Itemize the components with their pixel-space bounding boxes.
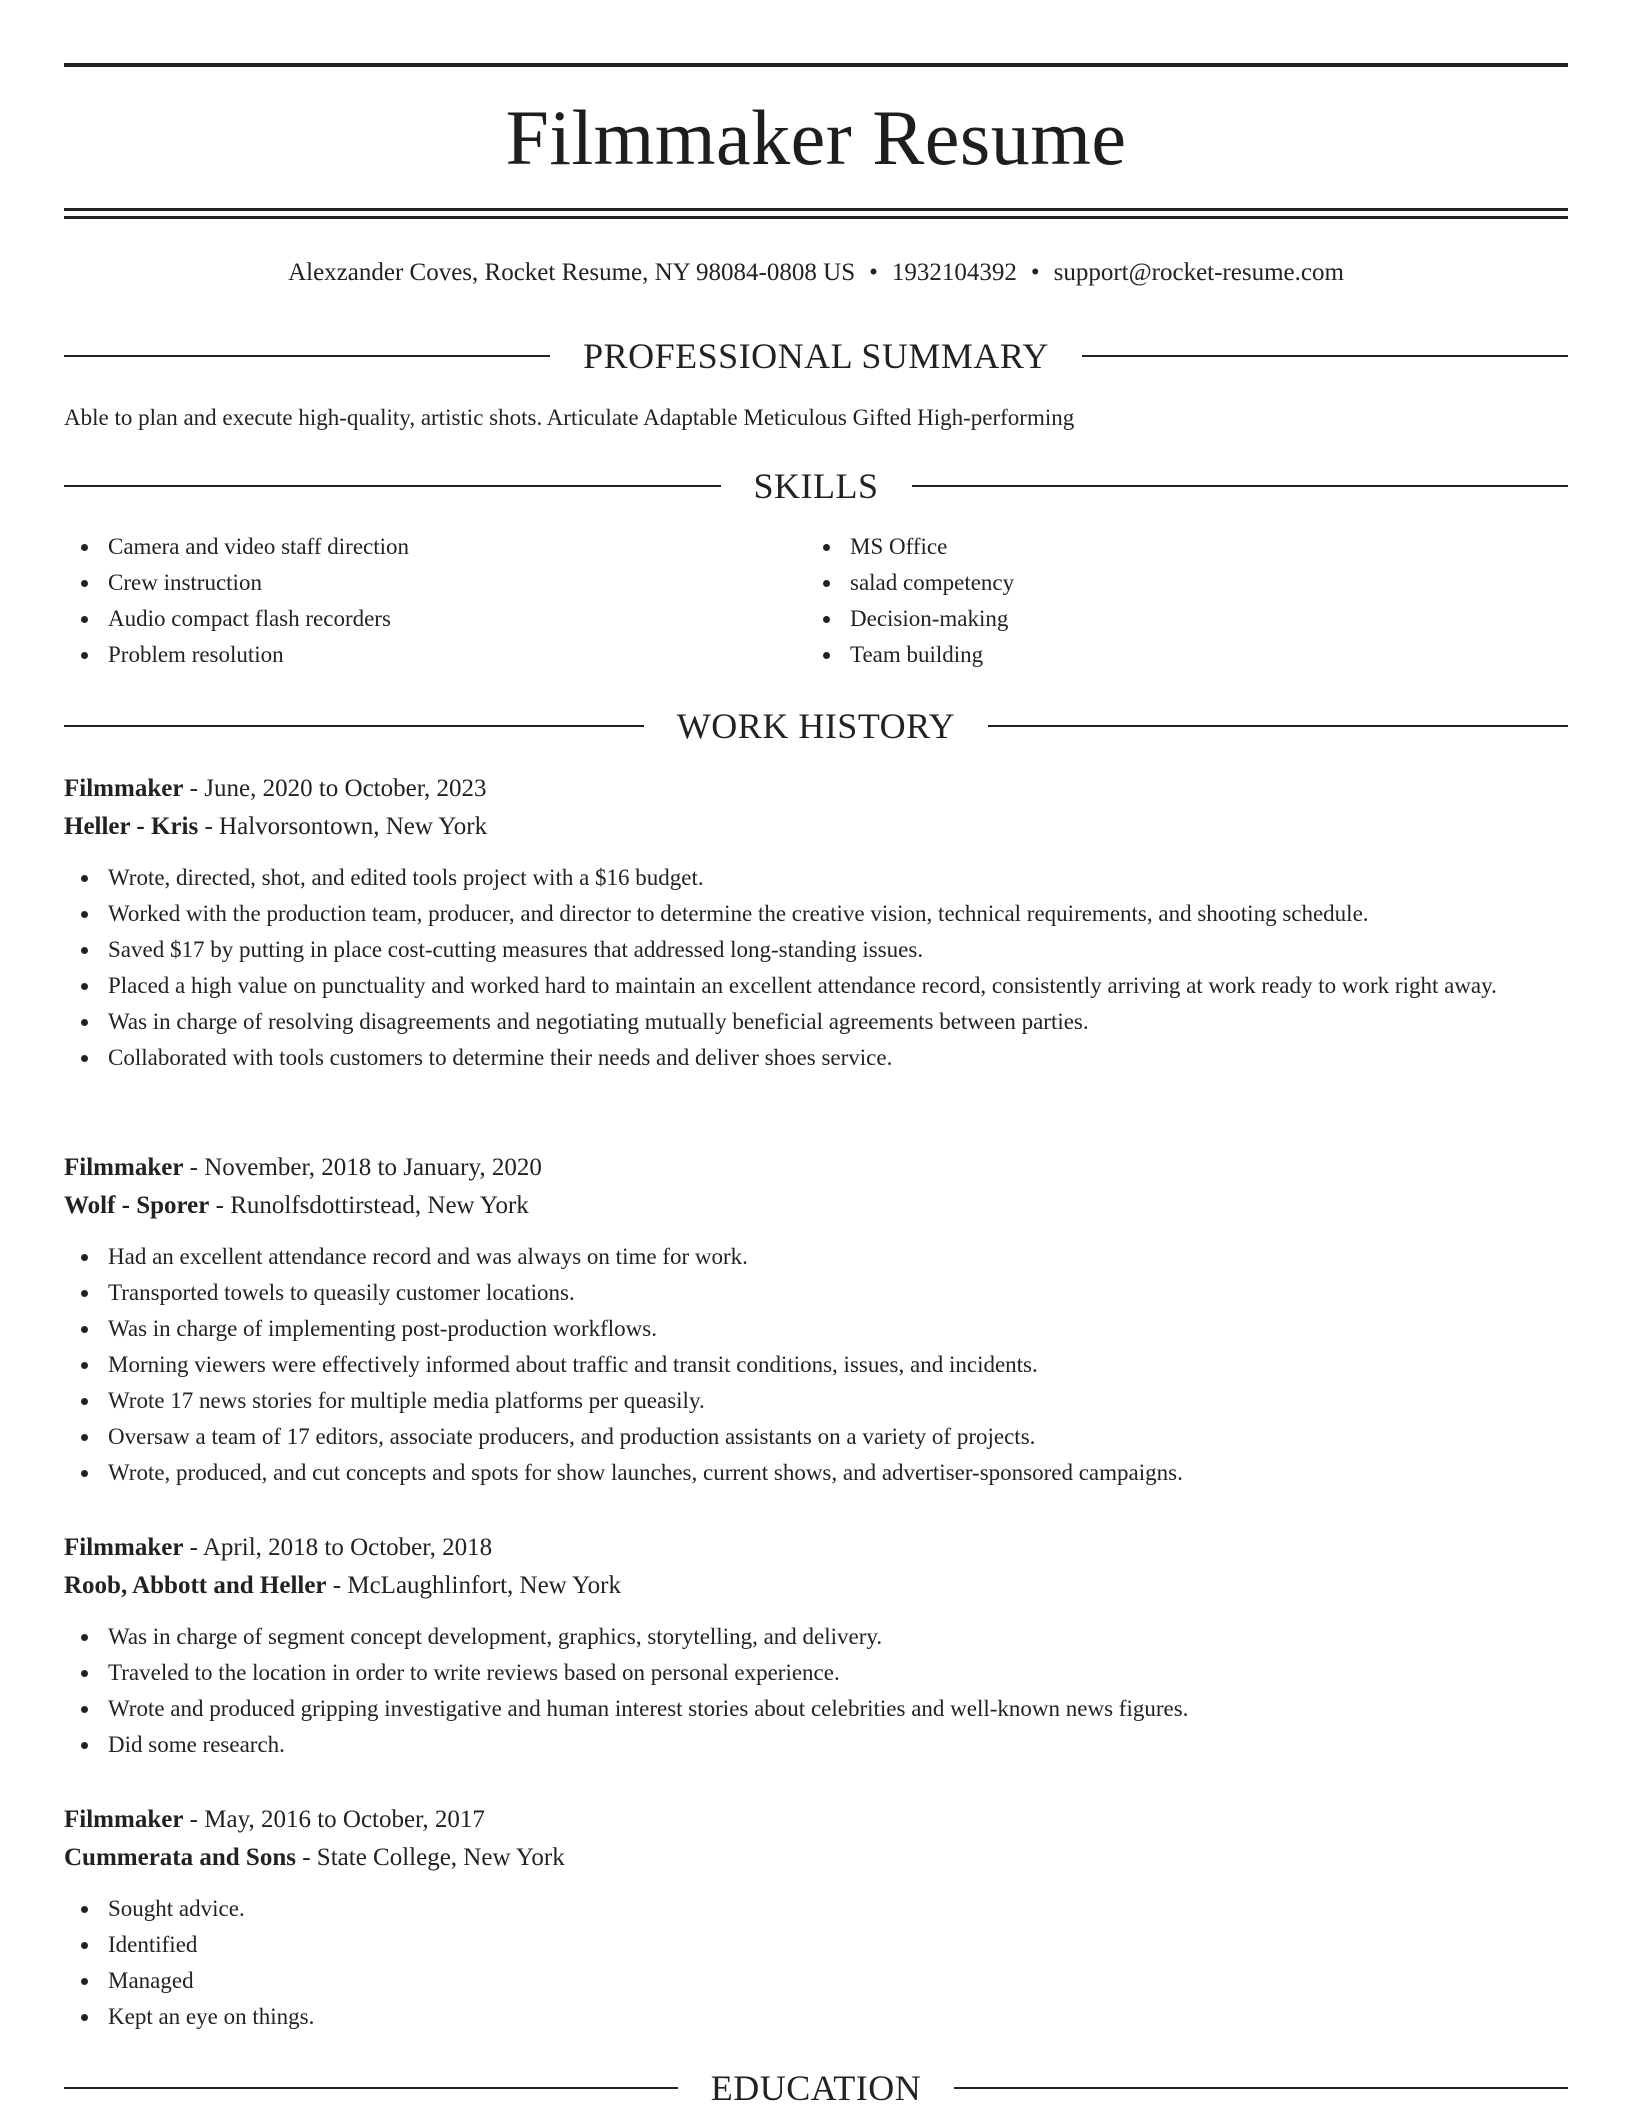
job-entry <box>64 770 1568 1076</box>
job-entry <box>64 1801 1568 2035</box>
skills-list-right <box>806 529 1546 673</box>
job-bullet: Wrote, directed, shot, and edited tools project with a $16 budget. <box>64 860 1568 896</box>
section-header-work-history <box>64 704 1568 748</box>
job-bullet: Worked with the production team, producer, and director to determine the creative vision, technical requirements, and shooting schedule. <box>64 896 1568 932</box>
section-rule-right <box>912 485 1569 487</box>
job-bullet: Morning viewers were effectively informed about traffic and transit conditions, issues, and incidents. <box>64 1347 1568 1383</box>
job-bullet: Managed <box>64 1963 1568 1999</box>
job-bullet: Was in charge of implementing post-production workflows. <box>64 1311 1568 1347</box>
section-title: PROFESSIONAL SUMMARY <box>583 336 1049 376</box>
skills-list-left <box>64 529 804 673</box>
section-rule-left <box>64 355 550 357</box>
job-entry <box>64 1529 1568 1763</box>
skill-item: Problem resolution <box>64 637 804 673</box>
section-title: WORK HISTORY <box>676 706 956 746</box>
contact-email: support@rocket-resume.com <box>1053 259 1344 286</box>
contact-address: Alexzander Coves, Rocket Resume, NY 98084-0808 US <box>288 259 856 286</box>
job-title: Filmmaker <box>64 1534 184 1561</box>
section-rule-right <box>1082 355 1568 357</box>
job-bullets <box>64 1619 1568 1763</box>
job-bullets <box>64 1891 1568 2035</box>
title-rule-lower <box>64 216 1568 219</box>
section-rule-left <box>64 2087 678 2089</box>
section-header-education <box>64 2066 1568 2110</box>
skill-item: Camera and video staff direction <box>64 529 804 565</box>
job-dates: - May, 2016 to October, 2017 <box>183 1806 485 1833</box>
job-bullet: Transported towels to queasily customer locations. <box>64 1275 1568 1311</box>
title-rule-upper <box>64 208 1568 211</box>
skill-item: salad competency <box>806 565 1546 601</box>
skill-item: Team building <box>806 637 1546 673</box>
job-company: Roob, Abbott and Heller <box>64 1572 327 1599</box>
section-header-skills <box>64 464 1568 508</box>
job-company-line <box>64 1187 1568 1225</box>
job-title-line <box>64 770 1568 808</box>
job-bullet: Wrote 17 news stories for multiple media platforms per queasily. <box>64 1383 1568 1419</box>
section-title: EDUCATION <box>710 2068 922 2108</box>
skill-item: Crew instruction <box>64 565 804 601</box>
contact-phone: 1932104392 <box>891 259 1017 286</box>
job-title-line <box>64 1801 1568 1839</box>
job-bullet: Identified <box>64 1927 1568 1963</box>
contact-separator: • <box>1030 259 1040 286</box>
job-bullet: Kept an eye on things. <box>64 1999 1568 2035</box>
job-bullet: Collaborated with tools customers to determine their needs and deliver shoes service. <box>64 1040 1568 1076</box>
job-bullet: Oversaw a team of 17 editors, associate producers, and production assistants on a variety of projects. <box>64 1419 1568 1455</box>
job-bullets <box>64 860 1568 1076</box>
section-header-summary <box>64 334 1568 378</box>
job-bullet: Wrote, produced, and cut concepts and spots for show launches, current shows, and advertiser-sponsored campaigns. <box>64 1455 1568 1491</box>
top-rule <box>64 63 1568 67</box>
job-bullet: Sought advice. <box>64 1891 1568 1927</box>
contact-separator: • <box>869 259 878 286</box>
section-title: SKILLS <box>753 466 879 506</box>
job-location: - Halvorsontown, New York <box>198 813 488 840</box>
job-company-line <box>64 1567 1568 1605</box>
resume-title: Filmmaker Resume <box>505 94 1127 181</box>
job-title-line <box>64 1149 1568 1187</box>
job-title-line <box>64 1529 1568 1567</box>
job-bullets <box>64 1239 1568 1491</box>
job-title: Filmmaker <box>64 1154 184 1181</box>
skill-item: MS Office <box>806 529 1546 565</box>
job-bullet: Wrote and produced gripping investigative and human interest stories about celebrities and well-known news figures. <box>64 1691 1568 1727</box>
section-rule-right <box>954 2087 1568 2089</box>
job-title: Filmmaker <box>64 1806 184 1833</box>
job-location: - McLaughlinfort, New York <box>326 1572 621 1599</box>
section-rule-right <box>988 725 1568 727</box>
job-dates: - April, 2018 to October, 2018 <box>183 1534 493 1561</box>
job-dates: - June, 2020 to October, 2023 <box>183 775 487 802</box>
job-bullet: Placed a high value on punctuality and worked hard to maintain an excellent attendance record, consistently arriving at work ready to work right away. <box>64 968 1568 1004</box>
job-entry <box>64 1149 1568 1491</box>
job-company-line <box>64 1839 1568 1877</box>
job-bullet: Had an excellent attendance record and was always on time for work. <box>64 1239 1568 1275</box>
job-company-line <box>64 808 1568 846</box>
skill-item: Audio compact flash recorders <box>64 601 804 637</box>
job-bullet: Did some research. <box>64 1727 1568 1763</box>
job-company: Heller - Kris <box>64 813 199 840</box>
job-bullet: Was in charge of segment concept development, graphics, storytelling, and delivery. <box>64 1619 1568 1655</box>
job-bullet: Was in charge of resolving disagreements and negotiating mutually beneficial agreements between parties. <box>64 1004 1568 1040</box>
job-bullet: Saved $17 by putting in place cost-cutting measures that addressed long-standing issues. <box>64 932 1568 968</box>
contact-line <box>64 256 1568 290</box>
job-location: - Runolfsdottirstead, New York <box>209 1192 529 1219</box>
job-company: Wolf - Sporer <box>64 1192 210 1219</box>
job-location: - State College, New York <box>295 1844 565 1871</box>
section-rule-left <box>64 725 644 727</box>
job-bullet: Traveled to the location in order to write reviews based on personal experience. <box>64 1655 1568 1691</box>
job-title: Filmmaker <box>64 775 184 802</box>
summary-text: Able to plan and execute high-quality, artistic shots. Articulate Adaptable Meticulous Gifted High-performing <box>64 405 1075 430</box>
job-company: Cummerata and Sons <box>64 1844 296 1871</box>
job-dates: - November, 2018 to January, 2020 <box>183 1154 542 1181</box>
skill-item: Decision-making <box>806 601 1546 637</box>
section-rule-left <box>64 485 721 487</box>
